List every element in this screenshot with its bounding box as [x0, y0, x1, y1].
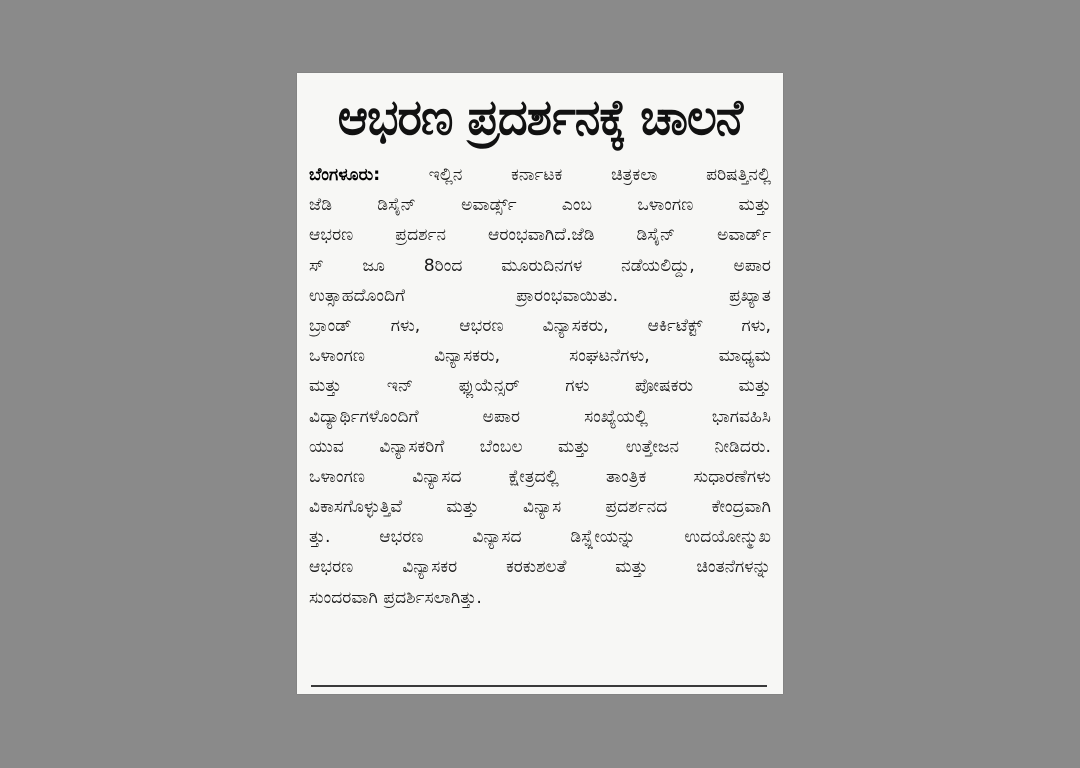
article-line-1-text: ಇಲ್ಲಿನ ಕರ್ನಾಟಕ ಚಿತ್ರಕಲಾ ಪರಿಷತ್ತಿನಲ್ಲಿ [380, 165, 771, 185]
article-line-8: ಮತ್ತು ಇನ್ ಫ್ಲುಯೆನ್ಸರ್ ಗಳು ಪೋಷಕರು ಮತ್ತು [309, 376, 771, 397]
article-line-1 [309, 160, 771, 190]
article-line-13: ತ್ತು. ಆಭರಣ ವಿನ್ಯಾಸದ ಡಿಸ್ಪ್ಲೇಯನ್ನು ಉದಯೋನ್ಮುಖ [309, 527, 771, 548]
dateline: ಬೆಂಗಳೂರು: [309, 165, 381, 185]
article-line-14: ಆಭರಣ ವಿನ್ಯಾಸಕರ ಕರಕುಶಲತೆ ಮತ್ತು ಚಿಂತನೆಗಳನ್ನು [309, 557, 771, 578]
bottom-rule [311, 685, 767, 687]
article-line-7: ಒಳಾಂಗಣ ವಿನ್ಯಾಸಕರು, ಸಂಘಟನೆಗಳು, ಮಾಧ್ಯಮ [309, 346, 771, 367]
article-line-5: ಉತ್ಸಾಹದೊಂದಿಗೆ ಪ್ರಾರಂಭವಾಯಿತು. ಪ್ರಖ್ಯಾತ [309, 285, 771, 306]
article-line-15: ಸುಂದರವಾಗಿ ಪ್ರದರ್ಶಿಸಲಾಗಿತ್ತು. [309, 587, 482, 608]
article-line-12: ವಿಕಾಸಗೊಳ್ಳುತ್ತಿವೆ ಮತ್ತು ವಿನ್ಯಾಸ ಪ್ರದರ್ಶನದ ಕೇಂದ್ರವಾಗಿ [309, 497, 771, 518]
newspaper-clipping [297, 73, 783, 694]
article-line-11: ಒಳಾಂಗಣ ವಿನ್ಯಾಸದ ಕ್ಷೇತ್ರದಲ್ಲಿ ತಾಂತ್ರಿಕ ಸುಧಾರಣೆಗಳು [309, 466, 771, 487]
article-line-9: ವಿದ್ಯಾರ್ಥಿಗಳೊಂದಿಗೆ ಅಪಾರ ಸಂಖ್ಯೆಯಲ್ಲಿ ಭಾಗವಹಿಸಿ [309, 406, 771, 427]
article-line-2: ಜೆಡಿ ಡಿಸೈನ್ ಅವಾರ್ಡ್ಸ್ ಎಂಬ ಒಳಾಂಗಣ ಮತ್ತು [309, 195, 771, 216]
article-body [309, 160, 771, 613]
article-line-10: ಯುವ ವಿನ್ಯಾಸಕರಿಗೆ ಬೆಂಬಲ ಮತ್ತು ಉತ್ತೇಜನ ನೀಡಿದರು. [309, 436, 771, 457]
headline: ಆಭರಣ ಪ್ರದರ್ಶನಕ್ಕೆ ಚಾಲನೆ [337, 87, 743, 147]
article-line-4: ಸ್ ಜೂ 8ರಿಂದ ಮೂರುದಿನಗಳ ನಡೆಯಲಿದ್ದು, ಅಪಾರ [309, 255, 771, 276]
article-line-3: ಆಭರಣ ಪ್ರದರ್ಶನ ಆರಂಭವಾಗಿದೆ.ಜೆಡಿ ಡಿಸೈನ್ ಅವಾರ್ಡ್ [309, 225, 771, 246]
article-line-6: ಬ್ರಾಂಡ್ ಗಳು, ಆಭರಣ ವಿನ್ಯಾಸಕರು, ಆರ್ಕಿಟೆಕ್ಟ್ ಗಳು, [309, 315, 771, 336]
